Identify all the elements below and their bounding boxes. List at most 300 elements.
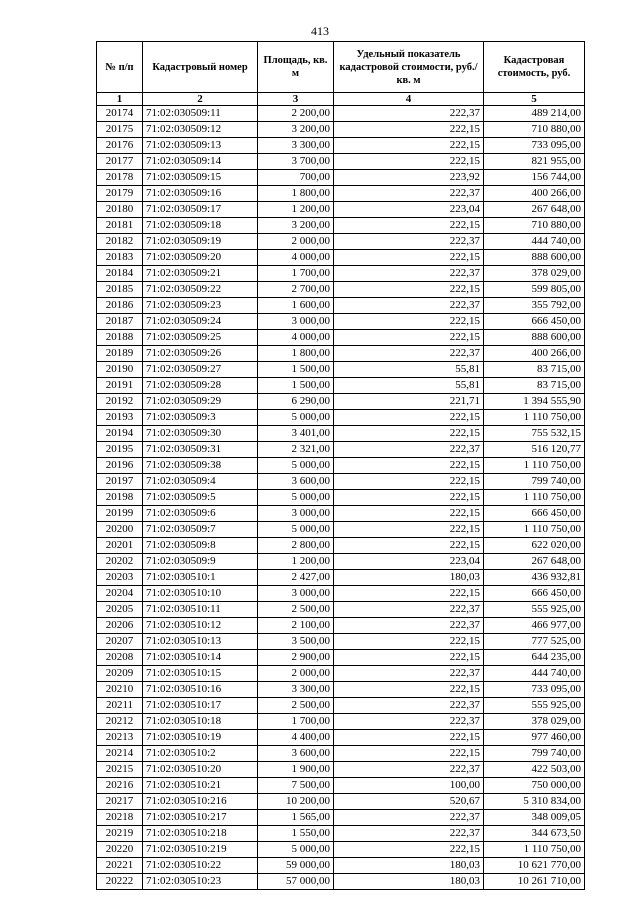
unit-value-cell: 222,15 bbox=[334, 314, 484, 330]
cadastral-value-cell: 710 880,00 bbox=[484, 218, 585, 234]
table-row bbox=[97, 810, 585, 826]
row-number-cell: 20215 bbox=[97, 762, 143, 778]
cadastral-number-cell: 71:02:030509:25 bbox=[143, 330, 258, 346]
cadastral-number-cell: 71:02:030509:15 bbox=[143, 170, 258, 186]
unit-value-cell: 180,03 bbox=[334, 858, 484, 874]
table-row bbox=[97, 682, 585, 698]
unit-value-cell: 222,37 bbox=[334, 298, 484, 314]
row-number-cell: 20184 bbox=[97, 266, 143, 282]
column-number: 4 bbox=[334, 93, 484, 106]
table-row bbox=[97, 730, 585, 746]
unit-value-cell: 222,15 bbox=[334, 218, 484, 234]
area-cell: 700,00 bbox=[258, 170, 334, 186]
cadastral-number-cell: 71:02:030510:12 bbox=[143, 618, 258, 634]
area-cell: 1 550,00 bbox=[258, 826, 334, 842]
cadastral-number-cell: 71:02:030509:8 bbox=[143, 538, 258, 554]
unit-value-cell: 222,15 bbox=[334, 842, 484, 858]
area-cell: 5 000,00 bbox=[258, 842, 334, 858]
cadastral-value-cell: 267 648,00 bbox=[484, 554, 585, 570]
table-header-row bbox=[97, 42, 585, 93]
table-row bbox=[97, 650, 585, 666]
unit-value-cell: 222,15 bbox=[334, 410, 484, 426]
cadastral-value-cell: 599 805,00 bbox=[484, 282, 585, 298]
row-number-cell: 20218 bbox=[97, 810, 143, 826]
area-cell: 1 565,00 bbox=[258, 810, 334, 826]
table-row bbox=[97, 698, 585, 714]
cadastral-number-cell: 71:02:030509:21 bbox=[143, 266, 258, 282]
area-cell: 3 300,00 bbox=[258, 682, 334, 698]
cadastral-value-cell: 777 525,00 bbox=[484, 634, 585, 650]
unit-value-cell: 222,15 bbox=[334, 426, 484, 442]
row-number-cell: 20185 bbox=[97, 282, 143, 298]
table-row bbox=[97, 794, 585, 810]
cadastral-value-cell: 1 110 750,00 bbox=[484, 490, 585, 506]
table-row bbox=[97, 826, 585, 842]
cadastral-number-cell: 71:02:030510:13 bbox=[143, 634, 258, 650]
cadastral-number-cell: 71:02:030510:218 bbox=[143, 826, 258, 842]
cadastral-number-cell: 71:02:030509:12 bbox=[143, 122, 258, 138]
unit-value-cell: 222,37 bbox=[334, 826, 484, 842]
row-number-cell: 20216 bbox=[97, 778, 143, 794]
unit-value-cell: 222,37 bbox=[334, 266, 484, 282]
area-cell: 3 500,00 bbox=[258, 634, 334, 650]
cadastral-value-cell: 1 394 555,90 bbox=[484, 394, 585, 410]
area-cell: 3 200,00 bbox=[258, 122, 334, 138]
cadastral-value-cell: 5 310 834,00 bbox=[484, 794, 585, 810]
row-number-cell: 20211 bbox=[97, 698, 143, 714]
area-cell: 2 000,00 bbox=[258, 666, 334, 682]
area-cell: 5 000,00 bbox=[258, 458, 334, 474]
unit-value-cell: 222,15 bbox=[334, 330, 484, 346]
unit-value-cell: 222,37 bbox=[334, 618, 484, 634]
cadastral-number-cell: 71:02:030510:2 bbox=[143, 746, 258, 762]
cadastral-value-cell: 489 214,00 bbox=[484, 106, 585, 122]
area-cell: 3 300,00 bbox=[258, 138, 334, 154]
unit-value-cell: 222,37 bbox=[334, 442, 484, 458]
table-row bbox=[97, 202, 585, 218]
area-cell: 3 200,00 bbox=[258, 218, 334, 234]
column-number-row bbox=[97, 93, 585, 106]
cadastral-value-cell: 156 744,00 bbox=[484, 170, 585, 186]
unit-value-cell: 55,81 bbox=[334, 378, 484, 394]
row-number-cell: 20178 bbox=[97, 170, 143, 186]
column-number: 5 bbox=[484, 93, 585, 106]
cadastral-value-cell: 799 740,00 bbox=[484, 474, 585, 490]
cadastral-number-cell: 71:02:030509:19 bbox=[143, 234, 258, 250]
table-row bbox=[97, 378, 585, 394]
area-cell: 3 600,00 bbox=[258, 746, 334, 762]
cadastral-number-cell: 71:02:030509:14 bbox=[143, 154, 258, 170]
unit-value-cell: 222,37 bbox=[334, 714, 484, 730]
cadastral-number-cell: 71:02:030510:22 bbox=[143, 858, 258, 874]
row-number-cell: 20191 bbox=[97, 378, 143, 394]
row-number-cell: 20208 bbox=[97, 650, 143, 666]
unit-value-cell: 222,15 bbox=[334, 154, 484, 170]
header-area: Площадь, кв. м bbox=[258, 42, 334, 93]
cadastral-value-cell: 888 600,00 bbox=[484, 330, 585, 346]
cadastral-value-cell: 1 110 750,00 bbox=[484, 458, 585, 474]
area-cell: 2 427,00 bbox=[258, 570, 334, 586]
row-number-cell: 20203 bbox=[97, 570, 143, 586]
header-cadastral-value: Кадастровая стоимость, руб. bbox=[484, 42, 585, 93]
table-row bbox=[97, 394, 585, 410]
unit-value-cell: 222,15 bbox=[334, 490, 484, 506]
cadastral-number-cell: 71:02:030509:11 bbox=[143, 106, 258, 122]
area-cell: 4 400,00 bbox=[258, 730, 334, 746]
cadastral-value-cell: 555 925,00 bbox=[484, 698, 585, 714]
area-cell: 5 000,00 bbox=[258, 490, 334, 506]
cadastral-number-cell: 71:02:030509:38 bbox=[143, 458, 258, 474]
table-row bbox=[97, 362, 585, 378]
column-number: 1 bbox=[97, 93, 143, 106]
unit-value-cell: 222,15 bbox=[334, 634, 484, 650]
row-number-cell: 20219 bbox=[97, 826, 143, 842]
table-row bbox=[97, 218, 585, 234]
unit-value-cell: 180,03 bbox=[334, 874, 484, 890]
unit-value-cell: 223,04 bbox=[334, 202, 484, 218]
row-number-cell: 20187 bbox=[97, 314, 143, 330]
row-number-cell: 20192 bbox=[97, 394, 143, 410]
area-cell: 1 900,00 bbox=[258, 762, 334, 778]
row-number-cell: 20212 bbox=[97, 714, 143, 730]
cadastral-number-cell: 71:02:030510:19 bbox=[143, 730, 258, 746]
cadastral-number-cell: 71:02:030510:14 bbox=[143, 650, 258, 666]
unit-value-cell: 222,37 bbox=[334, 106, 484, 122]
area-cell: 5 000,00 bbox=[258, 410, 334, 426]
table-row bbox=[97, 170, 585, 186]
row-number-cell: 20176 bbox=[97, 138, 143, 154]
column-number: 3 bbox=[258, 93, 334, 106]
table-row bbox=[97, 266, 585, 282]
area-cell: 1 800,00 bbox=[258, 186, 334, 202]
unit-value-cell: 100,00 bbox=[334, 778, 484, 794]
row-number-cell: 20195 bbox=[97, 442, 143, 458]
unit-value-cell: 55,81 bbox=[334, 362, 484, 378]
unit-value-cell: 222,15 bbox=[334, 122, 484, 138]
area-cell: 2 700,00 bbox=[258, 282, 334, 298]
cadastral-value-cell: 710 880,00 bbox=[484, 122, 585, 138]
cadastral-value-cell: 888 600,00 bbox=[484, 250, 585, 266]
table-row bbox=[97, 250, 585, 266]
cadastral-value-cell: 666 450,00 bbox=[484, 586, 585, 602]
cadastral-value-cell: 733 095,00 bbox=[484, 138, 585, 154]
column-number: 2 bbox=[143, 93, 258, 106]
cadastral-value-cell: 750 000,00 bbox=[484, 778, 585, 794]
area-cell: 2 100,00 bbox=[258, 618, 334, 634]
cadastral-number-cell: 71:02:030509:7 bbox=[143, 522, 258, 538]
cadastral-value-cell: 378 029,00 bbox=[484, 714, 585, 730]
row-number-cell: 20181 bbox=[97, 218, 143, 234]
area-cell: 2 321,00 bbox=[258, 442, 334, 458]
area-cell: 2 000,00 bbox=[258, 234, 334, 250]
cadastral-value-cell: 10 261 710,00 bbox=[484, 874, 585, 890]
table-row bbox=[97, 842, 585, 858]
area-cell: 1 200,00 bbox=[258, 554, 334, 570]
unit-value-cell: 222,15 bbox=[334, 506, 484, 522]
table-row bbox=[97, 346, 585, 362]
area-cell: 2 900,00 bbox=[258, 650, 334, 666]
unit-value-cell: 222,37 bbox=[334, 186, 484, 202]
cadastral-value-cell: 400 266,00 bbox=[484, 186, 585, 202]
table-row bbox=[97, 618, 585, 634]
cadastral-value-cell: 799 740,00 bbox=[484, 746, 585, 762]
cadastral-number-cell: 71:02:030509:20 bbox=[143, 250, 258, 266]
cadastral-value-cell: 516 120,77 bbox=[484, 442, 585, 458]
area-cell: 10 200,00 bbox=[258, 794, 334, 810]
cadastral-value-cell: 1 110 750,00 bbox=[484, 522, 585, 538]
table-row bbox=[97, 474, 585, 490]
area-cell: 1 500,00 bbox=[258, 362, 334, 378]
area-cell: 4 000,00 bbox=[258, 250, 334, 266]
table-row bbox=[97, 426, 585, 442]
area-cell: 3 401,00 bbox=[258, 426, 334, 442]
cadastral-number-cell: 71:02:030509:31 bbox=[143, 442, 258, 458]
table-row bbox=[97, 634, 585, 650]
cadastral-value-cell: 436 932,81 bbox=[484, 570, 585, 586]
unit-value-cell: 222,37 bbox=[334, 698, 484, 714]
table-row bbox=[97, 538, 585, 554]
cadastral-number-cell: 71:02:030509:29 bbox=[143, 394, 258, 410]
area-cell: 3 600,00 bbox=[258, 474, 334, 490]
cadastral-value-cell: 555 925,00 bbox=[484, 602, 585, 618]
area-cell: 1 200,00 bbox=[258, 202, 334, 218]
cadastral-value-table bbox=[96, 41, 585, 890]
table-row bbox=[97, 586, 585, 602]
table-row bbox=[97, 298, 585, 314]
cadastral-number-cell: 71:02:030510:1 bbox=[143, 570, 258, 586]
cadastral-value-cell: 821 955,00 bbox=[484, 154, 585, 170]
row-number-cell: 20179 bbox=[97, 186, 143, 202]
cadastral-number-cell: 71:02:030509:16 bbox=[143, 186, 258, 202]
table-row bbox=[97, 410, 585, 426]
area-cell: 6 290,00 bbox=[258, 394, 334, 410]
unit-value-cell: 222,37 bbox=[334, 810, 484, 826]
unit-value-cell: 222,15 bbox=[334, 586, 484, 602]
unit-value-cell: 223,92 bbox=[334, 170, 484, 186]
row-number-cell: 20193 bbox=[97, 410, 143, 426]
cadastral-value-cell: 733 095,00 bbox=[484, 682, 585, 698]
unit-value-cell: 222,15 bbox=[334, 746, 484, 762]
table-row bbox=[97, 714, 585, 730]
table-row bbox=[97, 314, 585, 330]
table-row bbox=[97, 154, 585, 170]
row-number-cell: 20213 bbox=[97, 730, 143, 746]
table-row bbox=[97, 330, 585, 346]
row-number-cell: 20217 bbox=[97, 794, 143, 810]
row-number-cell: 20210 bbox=[97, 682, 143, 698]
cadastral-number-cell: 71:02:030510:216 bbox=[143, 794, 258, 810]
cadastral-value-cell: 644 235,00 bbox=[484, 650, 585, 666]
header-unit-value: Удельный показатель кадастровой стоимости, руб./кв. м bbox=[334, 42, 484, 93]
cadastral-value-cell: 755 532,15 bbox=[484, 426, 585, 442]
unit-value-cell: 520,67 bbox=[334, 794, 484, 810]
table-row bbox=[97, 762, 585, 778]
unit-value-cell: 222,15 bbox=[334, 522, 484, 538]
cadastral-value-cell: 444 740,00 bbox=[484, 234, 585, 250]
unit-value-cell: 222,15 bbox=[334, 458, 484, 474]
cadastral-number-cell: 71:02:030509:9 bbox=[143, 554, 258, 570]
row-number-cell: 20207 bbox=[97, 634, 143, 650]
row-number-cell: 20180 bbox=[97, 202, 143, 218]
area-cell: 1 700,00 bbox=[258, 266, 334, 282]
cadastral-number-cell: 71:02:030510:21 bbox=[143, 778, 258, 794]
row-number-cell: 20186 bbox=[97, 298, 143, 314]
cadastral-number-cell: 71:02:030509:22 bbox=[143, 282, 258, 298]
row-number-cell: 20190 bbox=[97, 362, 143, 378]
row-number-cell: 20199 bbox=[97, 506, 143, 522]
row-number-cell: 20182 bbox=[97, 234, 143, 250]
page-number: 413 bbox=[311, 24, 329, 38]
cadastral-value-cell: 344 673,50 bbox=[484, 826, 585, 842]
unit-value-cell: 222,15 bbox=[334, 250, 484, 266]
cadastral-number-cell: 71:02:030510:16 bbox=[143, 682, 258, 698]
row-number-cell: 20197 bbox=[97, 474, 143, 490]
area-cell: 1 700,00 bbox=[258, 714, 334, 730]
cadastral-value-cell: 422 503,00 bbox=[484, 762, 585, 778]
unit-value-cell: 222,37 bbox=[334, 346, 484, 362]
header-row-number: № п/п bbox=[97, 42, 143, 93]
row-number-cell: 20222 bbox=[97, 874, 143, 890]
table-row bbox=[97, 522, 585, 538]
row-number-cell: 20196 bbox=[97, 458, 143, 474]
row-number-cell: 20221 bbox=[97, 858, 143, 874]
cadastral-number-cell: 71:02:030509:26 bbox=[143, 346, 258, 362]
header-cadastral-number: Кадастровый номер bbox=[143, 42, 258, 93]
cadastral-value-cell: 355 792,00 bbox=[484, 298, 585, 314]
cadastral-number-cell: 71:02:030509:6 bbox=[143, 506, 258, 522]
cadastral-value-cell: 1 110 750,00 bbox=[484, 842, 585, 858]
row-number-cell: 20183 bbox=[97, 250, 143, 266]
cadastral-number-cell: 71:02:030509:23 bbox=[143, 298, 258, 314]
cadastral-number-cell: 71:02:030509:18 bbox=[143, 218, 258, 234]
cadastral-number-cell: 71:02:030510:23 bbox=[143, 874, 258, 890]
cadastral-number-cell: 71:02:030509:28 bbox=[143, 378, 258, 394]
area-cell: 57 000,00 bbox=[258, 874, 334, 890]
area-cell: 2 500,00 bbox=[258, 698, 334, 714]
cadastral-number-cell: 71:02:030510:18 bbox=[143, 714, 258, 730]
area-cell: 3 000,00 bbox=[258, 506, 334, 522]
cadastral-value-cell: 400 266,00 bbox=[484, 346, 585, 362]
table-row bbox=[97, 490, 585, 506]
cadastral-number-cell: 71:02:030509:27 bbox=[143, 362, 258, 378]
table-row bbox=[97, 746, 585, 762]
cadastral-number-cell: 71:02:030510:10 bbox=[143, 586, 258, 602]
table-row bbox=[97, 666, 585, 682]
unit-value-cell: 222,15 bbox=[334, 138, 484, 154]
table-row bbox=[97, 106, 585, 122]
row-number-cell: 20177 bbox=[97, 154, 143, 170]
table-row bbox=[97, 138, 585, 154]
cadastral-number-cell: 71:02:030509:30 bbox=[143, 426, 258, 442]
table-row bbox=[97, 186, 585, 202]
cadastral-value-cell: 666 450,00 bbox=[484, 506, 585, 522]
table-body bbox=[97, 106, 585, 890]
area-cell: 5 000,00 bbox=[258, 522, 334, 538]
cadastral-number-cell: 71:02:030510:17 bbox=[143, 698, 258, 714]
area-cell: 3 000,00 bbox=[258, 314, 334, 330]
cadastral-value-cell: 977 460,00 bbox=[484, 730, 585, 746]
area-cell: 7 500,00 bbox=[258, 778, 334, 794]
cadastral-value-cell: 378 029,00 bbox=[484, 266, 585, 282]
table-row bbox=[97, 874, 585, 890]
cadastral-number-cell: 71:02:030509:5 bbox=[143, 490, 258, 506]
row-number-cell: 20220 bbox=[97, 842, 143, 858]
table-row bbox=[97, 858, 585, 874]
row-number-cell: 20205 bbox=[97, 602, 143, 618]
row-number-cell: 20174 bbox=[97, 106, 143, 122]
cadastral-value-cell: 444 740,00 bbox=[484, 666, 585, 682]
row-number-cell: 20202 bbox=[97, 554, 143, 570]
unit-value-cell: 222,15 bbox=[334, 538, 484, 554]
cadastral-number-cell: 71:02:030509:3 bbox=[143, 410, 258, 426]
row-number-cell: 20194 bbox=[97, 426, 143, 442]
unit-value-cell: 222,15 bbox=[334, 650, 484, 666]
area-cell: 2 500,00 bbox=[258, 602, 334, 618]
unit-value-cell: 222,37 bbox=[334, 762, 484, 778]
cadastral-value-cell: 622 020,00 bbox=[484, 538, 585, 554]
row-number-cell: 20200 bbox=[97, 522, 143, 538]
row-number-cell: 20175 bbox=[97, 122, 143, 138]
area-cell: 3 000,00 bbox=[258, 586, 334, 602]
table-row bbox=[97, 234, 585, 250]
cadastral-number-cell: 71:02:030510:11 bbox=[143, 602, 258, 618]
area-cell: 1 800,00 bbox=[258, 346, 334, 362]
cadastral-number-cell: 71:02:030509:13 bbox=[143, 138, 258, 154]
area-cell: 2 800,00 bbox=[258, 538, 334, 554]
area-cell: 1 500,00 bbox=[258, 378, 334, 394]
unit-value-cell: 180,03 bbox=[334, 570, 484, 586]
unit-value-cell: 222,37 bbox=[334, 602, 484, 618]
row-number-cell: 20209 bbox=[97, 666, 143, 682]
unit-value-cell: 222,15 bbox=[334, 682, 484, 698]
cadastral-value-cell: 83 715,00 bbox=[484, 378, 585, 394]
table-row bbox=[97, 778, 585, 794]
area-cell: 59 000,00 bbox=[258, 858, 334, 874]
area-cell: 2 200,00 bbox=[258, 106, 334, 122]
row-number-cell: 20198 bbox=[97, 490, 143, 506]
cadastral-number-cell: 71:02:030510:15 bbox=[143, 666, 258, 682]
row-number-cell: 20188 bbox=[97, 330, 143, 346]
row-number-cell: 20204 bbox=[97, 586, 143, 602]
unit-value-cell: 222,15 bbox=[334, 282, 484, 298]
table-row bbox=[97, 570, 585, 586]
table-row bbox=[97, 554, 585, 570]
cadastral-number-cell: 71:02:030509:24 bbox=[143, 314, 258, 330]
cadastral-value-cell: 466 977,00 bbox=[484, 618, 585, 634]
row-number-cell: 20214 bbox=[97, 746, 143, 762]
table-row bbox=[97, 442, 585, 458]
table-row bbox=[97, 282, 585, 298]
cadastral-value-cell: 348 009,05 bbox=[484, 810, 585, 826]
unit-value-cell: 223,04 bbox=[334, 554, 484, 570]
table-row bbox=[97, 458, 585, 474]
unit-value-cell: 222,15 bbox=[334, 730, 484, 746]
cadastral-number-cell: 71:02:030509:17 bbox=[143, 202, 258, 218]
cadastral-number-cell: 71:02:030510:219 bbox=[143, 842, 258, 858]
unit-value-cell: 222,37 bbox=[334, 666, 484, 682]
row-number-cell: 20189 bbox=[97, 346, 143, 362]
unit-value-cell: 221,71 bbox=[334, 394, 484, 410]
table-row bbox=[97, 602, 585, 618]
row-number-cell: 20206 bbox=[97, 618, 143, 634]
cadastral-value-cell: 1 110 750,00 bbox=[484, 410, 585, 426]
cadastral-value-cell: 666 450,00 bbox=[484, 314, 585, 330]
area-cell: 1 600,00 bbox=[258, 298, 334, 314]
cadastral-value-cell: 267 648,00 bbox=[484, 202, 585, 218]
cadastral-number-cell: 71:02:030510:217 bbox=[143, 810, 258, 826]
cadastral-value-cell: 83 715,00 bbox=[484, 362, 585, 378]
unit-value-cell: 222,15 bbox=[334, 474, 484, 490]
